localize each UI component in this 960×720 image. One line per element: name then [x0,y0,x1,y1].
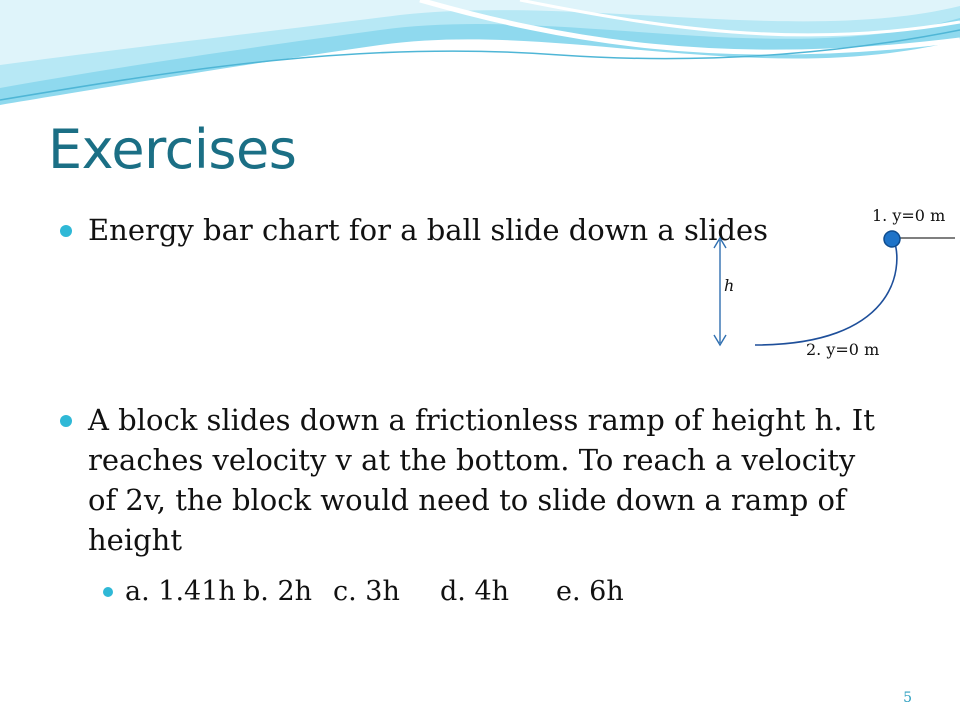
sub-bullet-dot-icon [103,587,113,597]
bullet-text: A block slides down a frictionless ramp of height h. It reaches velocity v at the bottom. To reach a velocity of 2v, the block would need to slide down a ramp of height [88,403,875,557]
option-d: d. 4h [440,576,510,607]
bullet-dot-icon [60,225,72,237]
page-number: 5 [903,690,912,706]
height-label: h [724,276,735,295]
option-b: b. 2h [243,576,313,607]
bullet-dot-icon [60,415,72,427]
slide-curve [755,240,897,345]
option-a: a. 1.41h [125,576,236,607]
ball-icon [884,231,900,247]
option-e: e. 6h [556,576,624,607]
point-1-label: 1. y=0 m [872,206,946,225]
slide-diagram [700,200,960,370]
header-wave-decoration [0,0,960,120]
slide-title: Exercises [48,118,297,181]
point-2-label: 2. y=0 m [806,340,880,359]
option-c: c. 3h [333,576,400,607]
bullet-text: Energy bar chart for a ball slide down a slides [88,213,768,247]
